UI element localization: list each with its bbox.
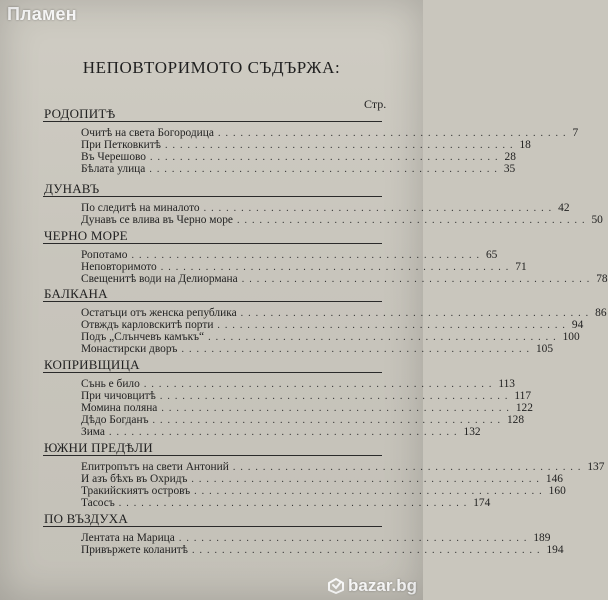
dot-leader: ...............................................	[191, 545, 545, 556]
entry-title: Въ Черешово	[81, 151, 147, 163]
toc-entry	[43, 331, 580, 343]
entry-title: Епитропътъ на свети Антоний	[81, 461, 229, 473]
dot-leader: ...............................................	[236, 215, 590, 226]
entry-title: Подъ „Слънчевъ камъкъ“	[81, 331, 205, 343]
page-column-label: Стр.	[364, 97, 387, 111]
section-heading: ЮЖНИ ПРЕДѢЛИ	[43, 440, 382, 456]
seller-watermark: Пламен	[7, 4, 77, 24]
entry-title: Тракийскиятъ островъ	[81, 485, 191, 497]
entry-title: Остатъци отъ женска република	[81, 307, 237, 319]
toc-entry	[43, 163, 516, 175]
entry-page: 122	[515, 402, 533, 414]
toc-entry	[43, 139, 531, 151]
entry-title: Момина поляна	[81, 402, 158, 414]
section-heading: ПО ВЪЗДУХА	[43, 511, 382, 527]
toc-entry	[43, 202, 570, 214]
toc-entry	[43, 249, 498, 261]
entry-page: 18	[519, 139, 531, 151]
entry-page: 105	[535, 343, 554, 355]
entry-title: Неповторимото	[81, 261, 157, 273]
section-heading: РОДОПИТѢ	[43, 106, 382, 122]
entry-title: Зима	[81, 426, 105, 438]
entry-page: 132	[463, 426, 481, 438]
toc-entry	[43, 461, 605, 473]
toc-entry	[43, 544, 564, 556]
toc-section	[43, 228, 608, 285]
dot-leader: ...............................................	[217, 128, 571, 139]
toc-entry	[43, 343, 554, 355]
dot-leader: ...............................................	[203, 203, 557, 214]
entry-page: 137	[587, 461, 605, 473]
dot-leader: ...............................................	[143, 379, 497, 390]
entry-page: 42	[558, 202, 570, 214]
toc-entry	[43, 485, 566, 497]
logo-mark-icon	[327, 578, 345, 594]
entry-title: Отвждъ карловскитѣ порти	[81, 319, 214, 331]
entry-page: 194	[546, 544, 564, 556]
dot-leader: ...............................................	[164, 140, 518, 151]
toc-entry	[43, 151, 516, 163]
entry-title: Привържете коланитѣ	[81, 544, 188, 556]
entry-page: 86	[595, 307, 607, 319]
entry-title: Очитѣ на света Богородица	[81, 127, 214, 139]
section-heading: БАЛКАНА	[43, 286, 382, 302]
toc-section	[43, 357, 533, 438]
entry-title: Бѣлата улица	[81, 163, 146, 175]
entry-page: 35	[503, 163, 516, 175]
dot-leader: ...............................................	[194, 486, 547, 497]
entry-page: 117	[514, 390, 532, 402]
dot-leader: ...............................................	[178, 533, 532, 544]
toc-entry	[43, 532, 551, 544]
page-title: НЕПОВТОРИМОТО СЪДЪРЖА:	[82, 58, 341, 77]
entry-page: 100	[562, 331, 580, 343]
entry-page: 189	[533, 532, 551, 544]
toc-section	[43, 511, 564, 556]
toc-entry	[43, 414, 525, 426]
toc-entry	[43, 261, 527, 273]
dot-leader: ...............................................	[240, 308, 594, 319]
toc-entry	[43, 378, 515, 390]
entry-title: При чичовцитѣ	[81, 390, 156, 402]
section-heading: КОПРИВЩИЦА	[43, 357, 382, 373]
entry-title: По следитѣ на миналото	[81, 202, 200, 214]
toc-section	[43, 106, 579, 175]
toc-entry	[43, 319, 584, 331]
entry-page: 28	[504, 151, 516, 163]
toc-section	[43, 181, 603, 226]
dot-leader: ...............................................	[208, 332, 561, 343]
toc-entry	[43, 426, 481, 438]
toc-entry	[43, 307, 607, 319]
section-heading: ЧЕРНО МОРЕ	[43, 228, 382, 244]
toc-entry	[43, 402, 533, 414]
entry-title: Дѣдо Богданъ	[81, 414, 149, 426]
dot-leader: ...............................................	[118, 498, 472, 509]
entry-page: 50	[591, 214, 603, 226]
entry-title: При Петковкитѣ	[81, 139, 161, 151]
entry-title: Свещенитѣ води на Делиормана	[81, 273, 238, 285]
entry-title: Дунавъ се влива въ Черно море	[81, 214, 233, 226]
dot-leader: ...............................................	[131, 250, 484, 261]
dot-leader: ...............................................	[159, 391, 513, 402]
entry-title: И азъ бѣхъ въ Охридъ	[81, 473, 188, 485]
toc-entry	[43, 214, 603, 226]
entry-title: Ропотамо	[81, 249, 128, 261]
entry-title: Лентата на Марица	[81, 532, 175, 544]
toc-entry	[43, 273, 608, 285]
entry-page: 78	[596, 273, 608, 285]
dot-leader: ...............................................	[217, 320, 570, 331]
logo-text: bazar.bg	[348, 576, 417, 595]
dot-leader: ...............................................	[109, 427, 462, 438]
section-heading: ДУНАВЪ	[43, 181, 382, 197]
entry-title: Сънь е било	[81, 378, 140, 390]
toc-entry	[43, 390, 532, 402]
dot-leader: ...............................................	[232, 462, 586, 473]
entry-page: 94	[571, 319, 584, 331]
entry-page: 71	[515, 261, 527, 273]
toc-entry	[43, 473, 563, 485]
dot-leader: ...............................................	[161, 403, 514, 414]
entry-page: 174	[473, 497, 491, 509]
entry-title: Тасосъ	[81, 497, 115, 509]
dot-leader: ...............................................	[191, 474, 544, 485]
entry-page: 146	[545, 473, 563, 485]
toc-section	[43, 440, 605, 509]
toc-entry	[43, 497, 491, 509]
dot-leader: ...............................................	[152, 415, 505, 426]
entry-page: 160	[548, 485, 566, 497]
toc-section	[43, 286, 607, 355]
entry-page: 113	[498, 378, 515, 390]
entry-title: Монастирски дворъ	[81, 343, 178, 355]
entry-page: 7	[572, 127, 579, 139]
dot-leader: ...............................................	[150, 152, 503, 163]
entry-page: 65	[485, 249, 498, 261]
dot-leader: ...............................................	[241, 274, 595, 285]
toc-entry	[43, 127, 579, 139]
dot-leader: ...............................................	[160, 262, 514, 273]
entry-page: 128	[506, 414, 525, 426]
dot-leader: ...............................................	[149, 164, 502, 175]
dot-leader: ...............................................	[181, 344, 534, 355]
bazar-logo	[327, 576, 417, 596]
